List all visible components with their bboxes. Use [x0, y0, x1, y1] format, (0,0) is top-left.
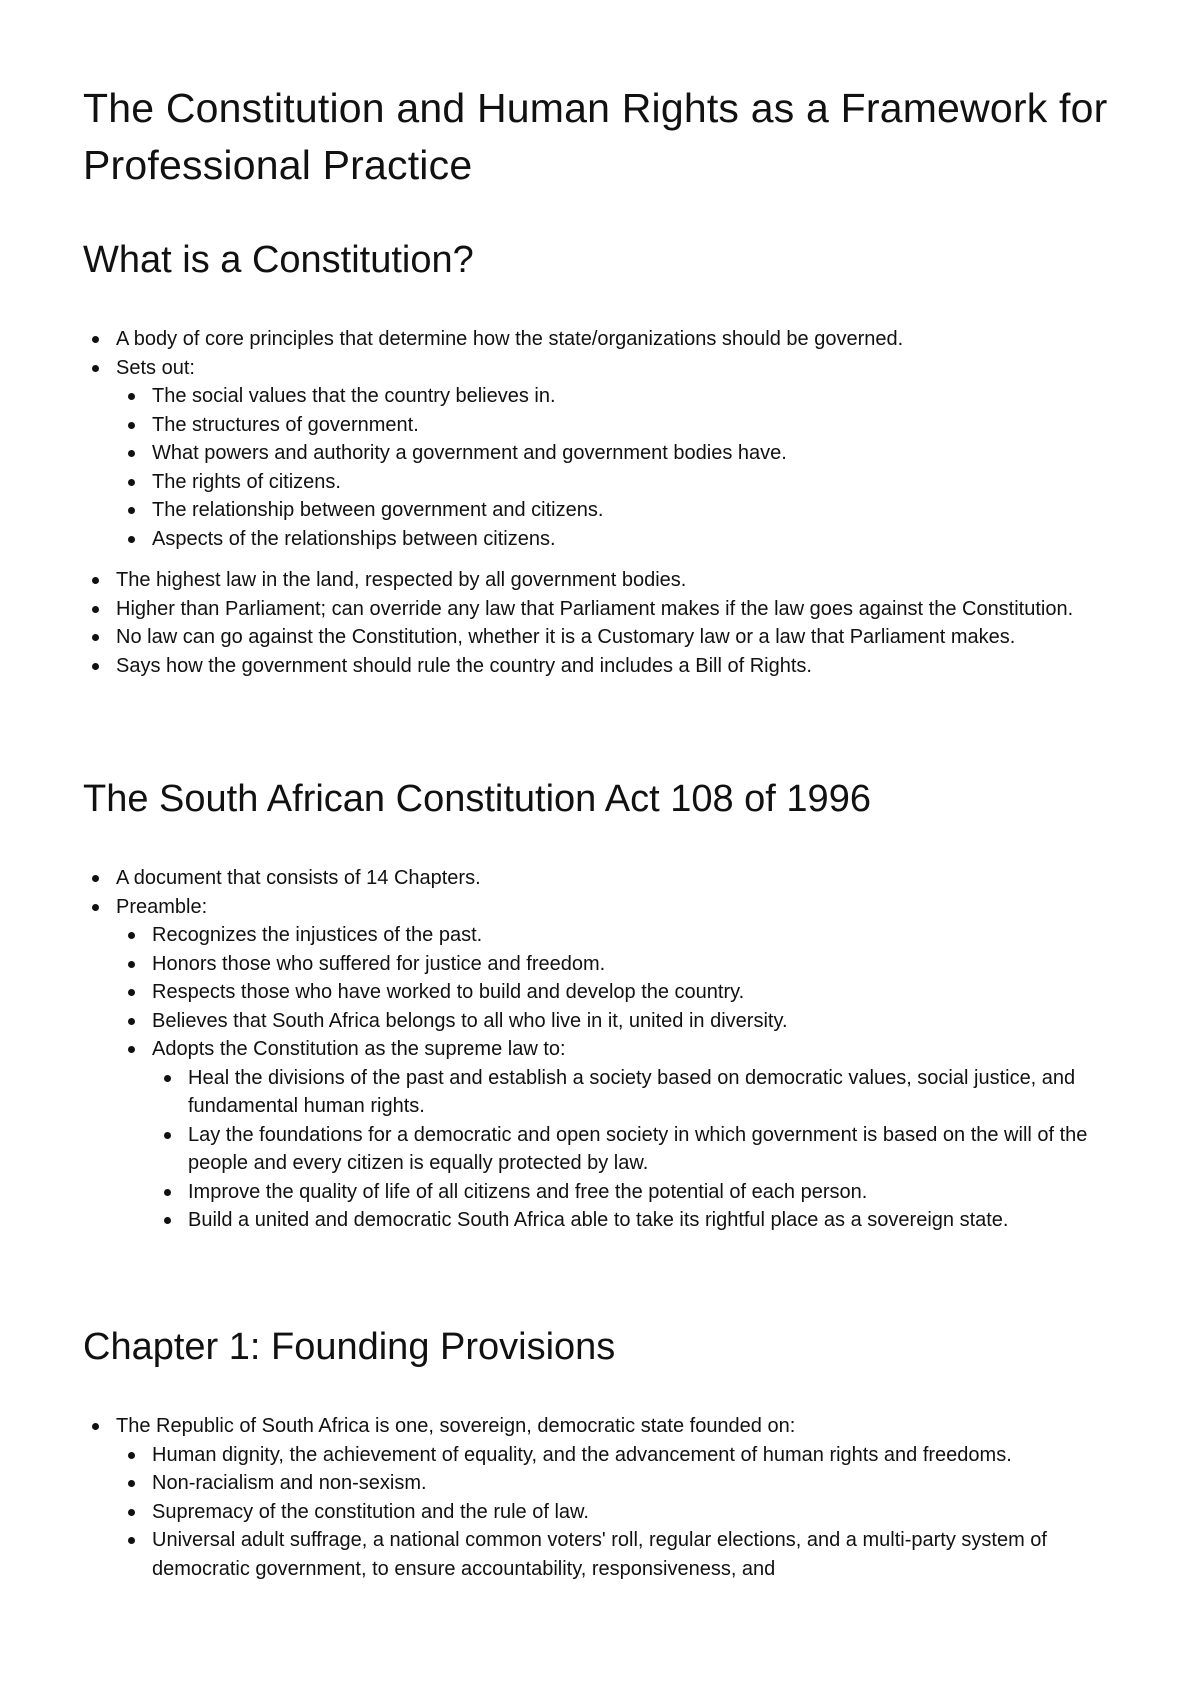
list-item: Heal the divisions of the past and establish a society based on democratic values, social justice, and fundamental human rights.	[155, 1064, 1123, 1121]
founded-on-sublist	[116, 1441, 1123, 1584]
heading-what-is-a-constitution: What is a Constitution?	[83, 239, 474, 281]
chapter-1-list	[83, 1412, 1123, 1583]
list-item: Recognizes the injustices of the past.	[119, 921, 1123, 950]
list-item: Human dignity, the achievement of equality, and the advancement of human rights and freedoms.	[119, 1441, 1123, 1470]
document-title: The Constitution and Human Rights as a Framework for Professional Practice	[83, 85, 1108, 188]
list-item: A document that consists of 14 Chapters.	[83, 864, 1123, 893]
list-item: The relationship between government and citizens.	[119, 496, 1123, 525]
list-item: Non-racialism and non-sexism.	[119, 1469, 1123, 1498]
constitution-properties-list	[83, 566, 1123, 680]
list-item: Build a united and democratic South Africa able to take its rightful place as a sovereign state.	[155, 1206, 1123, 1235]
list-item: The social values that the country believes in.	[119, 382, 1123, 411]
list-item: The structures of government.	[119, 411, 1123, 440]
list-item-founded-on	[83, 1412, 1123, 1583]
list-item: Lay the foundations for a democratic and open society in which government is based on the will of the people and every citizen is equally protected by law.	[155, 1121, 1123, 1178]
heading-sa-constitution-act: The South African Constitution Act 108 of 1996	[83, 778, 871, 820]
list-item-label: Adopts the Constitution as the supreme law to:	[152, 1038, 566, 1060]
constitution-definition-list	[83, 325, 1123, 553]
adopts-sublist	[152, 1064, 1123, 1235]
list-item: What powers and authority a government and government bodies have.	[119, 439, 1123, 468]
sa-constitution-list	[83, 864, 1123, 1235]
sets-out-sublist	[116, 382, 1123, 553]
list-item-label: The Republic of South Africa is one, sovereign, democratic state founded on:	[116, 1415, 796, 1437]
list-item: Higher than Parliament; can override any law that Parliament makes if the law goes against the Constitution.	[83, 595, 1123, 624]
list-item: Aspects of the relationships between citizens.	[119, 525, 1123, 554]
list-item-preamble	[83, 893, 1123, 1235]
list-item: Says how the government should rule the country and includes a Bill of Rights.	[83, 652, 1123, 681]
list-item: No law can go against the Constitution, whether it is a Customary law or a law that Parliament makes.	[83, 623, 1123, 652]
list-item: The highest law in the land, respected by all government bodies.	[83, 566, 1123, 595]
preamble-sublist	[116, 921, 1123, 1235]
list-item-label: Sets out:	[116, 356, 195, 379]
list-item-label: Preamble:	[116, 895, 208, 918]
list-item: Universal adult suffrage, a national common voters' roll, regular elections, and a multi-party system of democratic government, to ensure accountability, responsiveness, and	[119, 1526, 1123, 1583]
list-item: A body of core principles that determine how the state/organizations should be governed.	[83, 325, 1123, 354]
list-item: Improve the quality of life of all citizens and free the potential of each person.	[155, 1178, 1123, 1207]
heading-chapter-1: Chapter 1: Founding Provisions	[83, 1326, 616, 1368]
list-item: Supremacy of the constitution and the rule of law.	[119, 1498, 1123, 1527]
list-item-adopts	[119, 1035, 1123, 1235]
list-item: Believes that South Africa belongs to all who live in it, united in diversity.	[119, 1007, 1123, 1036]
list-item: Honors those who suffered for justice and freedom.	[119, 950, 1123, 979]
list-item-sets-out	[83, 354, 1123, 554]
list-item: The rights of citizens.	[119, 468, 1123, 497]
list-item: Respects those who have worked to build and develop the country.	[119, 978, 1123, 1007]
